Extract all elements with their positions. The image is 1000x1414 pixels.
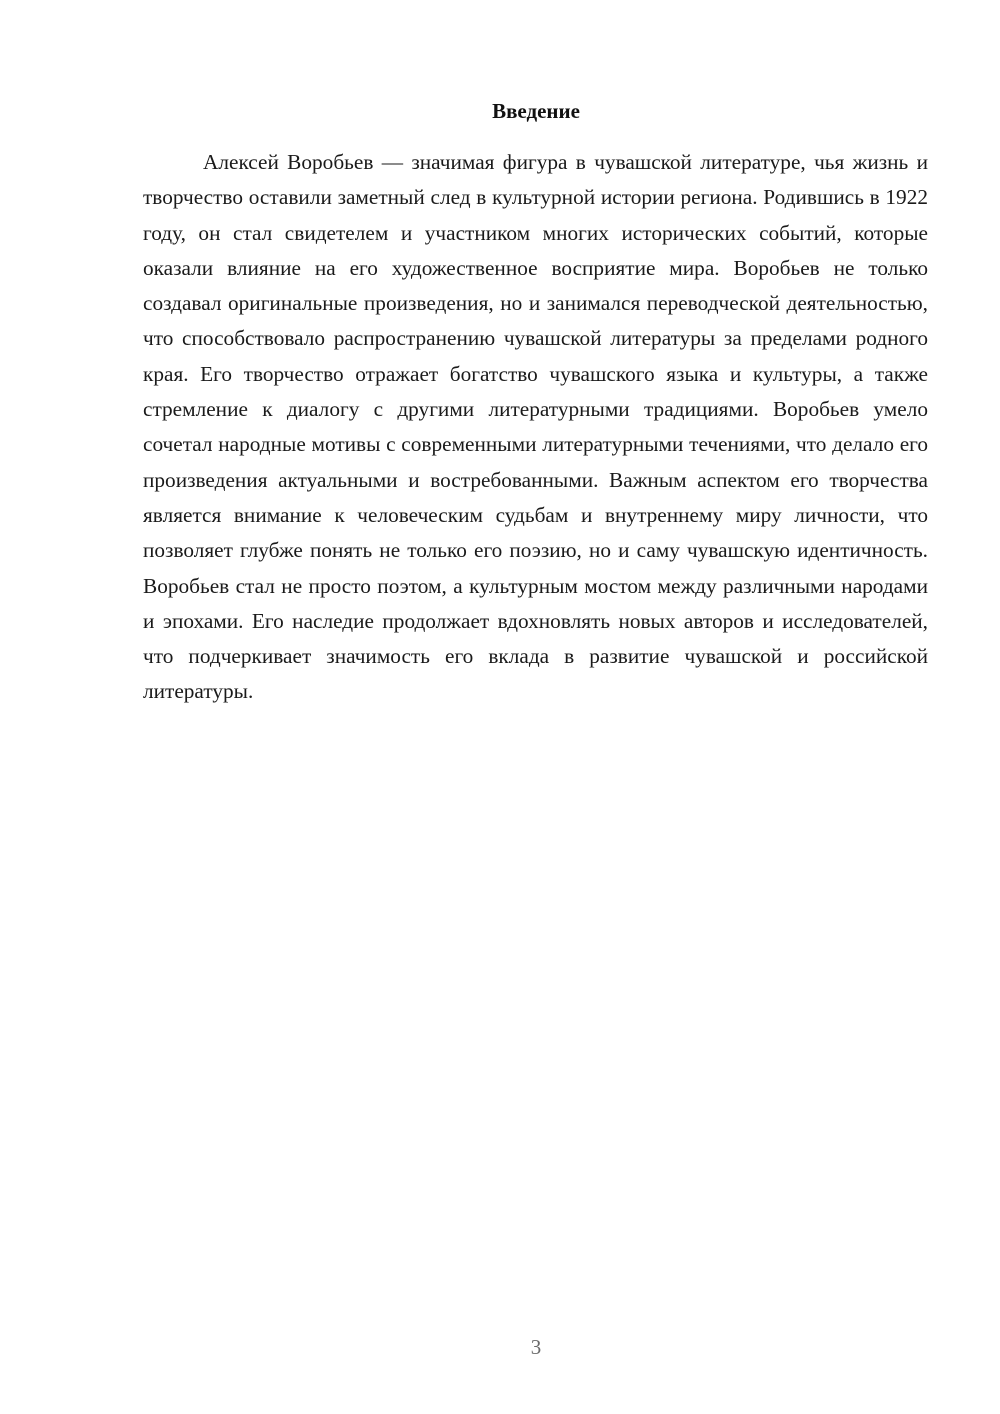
body-paragraph: Алексей Воробьев — значимая фигура в чувашской литературе, чья жизнь и творчество оставили заметный след в культурной истории региона. Родившись в 1922 году, он стал свидетелем и участником многих исторических событий, которые оказали влияние на его художественное восприятие мира. Воробьев не только создавал оригинальные произведения, но и занимался переводческой деятельностью, что способствовало распространению чувашской литературы за пределами родного края. Его творчество отражает богатство чувашского языка и культуры, а также стремление к диалогу с другими литературными традициями. Воробьев умело сочетал народные мотивы с современными литературными течениями, что делало его произведения актуальными и востребованными. Важным аспектом его творчества является внимание к человеческим судьбам и внутреннему миру личности, что позволяет глубже понять не только его поэзию, но и саму чувашскую идентичность. Воробьев стал не просто поэтом, а культурным мостом между различными народами и эпохами. Его наследие продолжает вдохновлять новых авторов и исследователей, что подчеркивает значимость его вклада в развитие чувашской и российской литературы. bbox=[143, 150, 928, 704]
section-heading: Введение bbox=[492, 99, 580, 123]
page-number: 3 bbox=[530, 1335, 542, 1359]
